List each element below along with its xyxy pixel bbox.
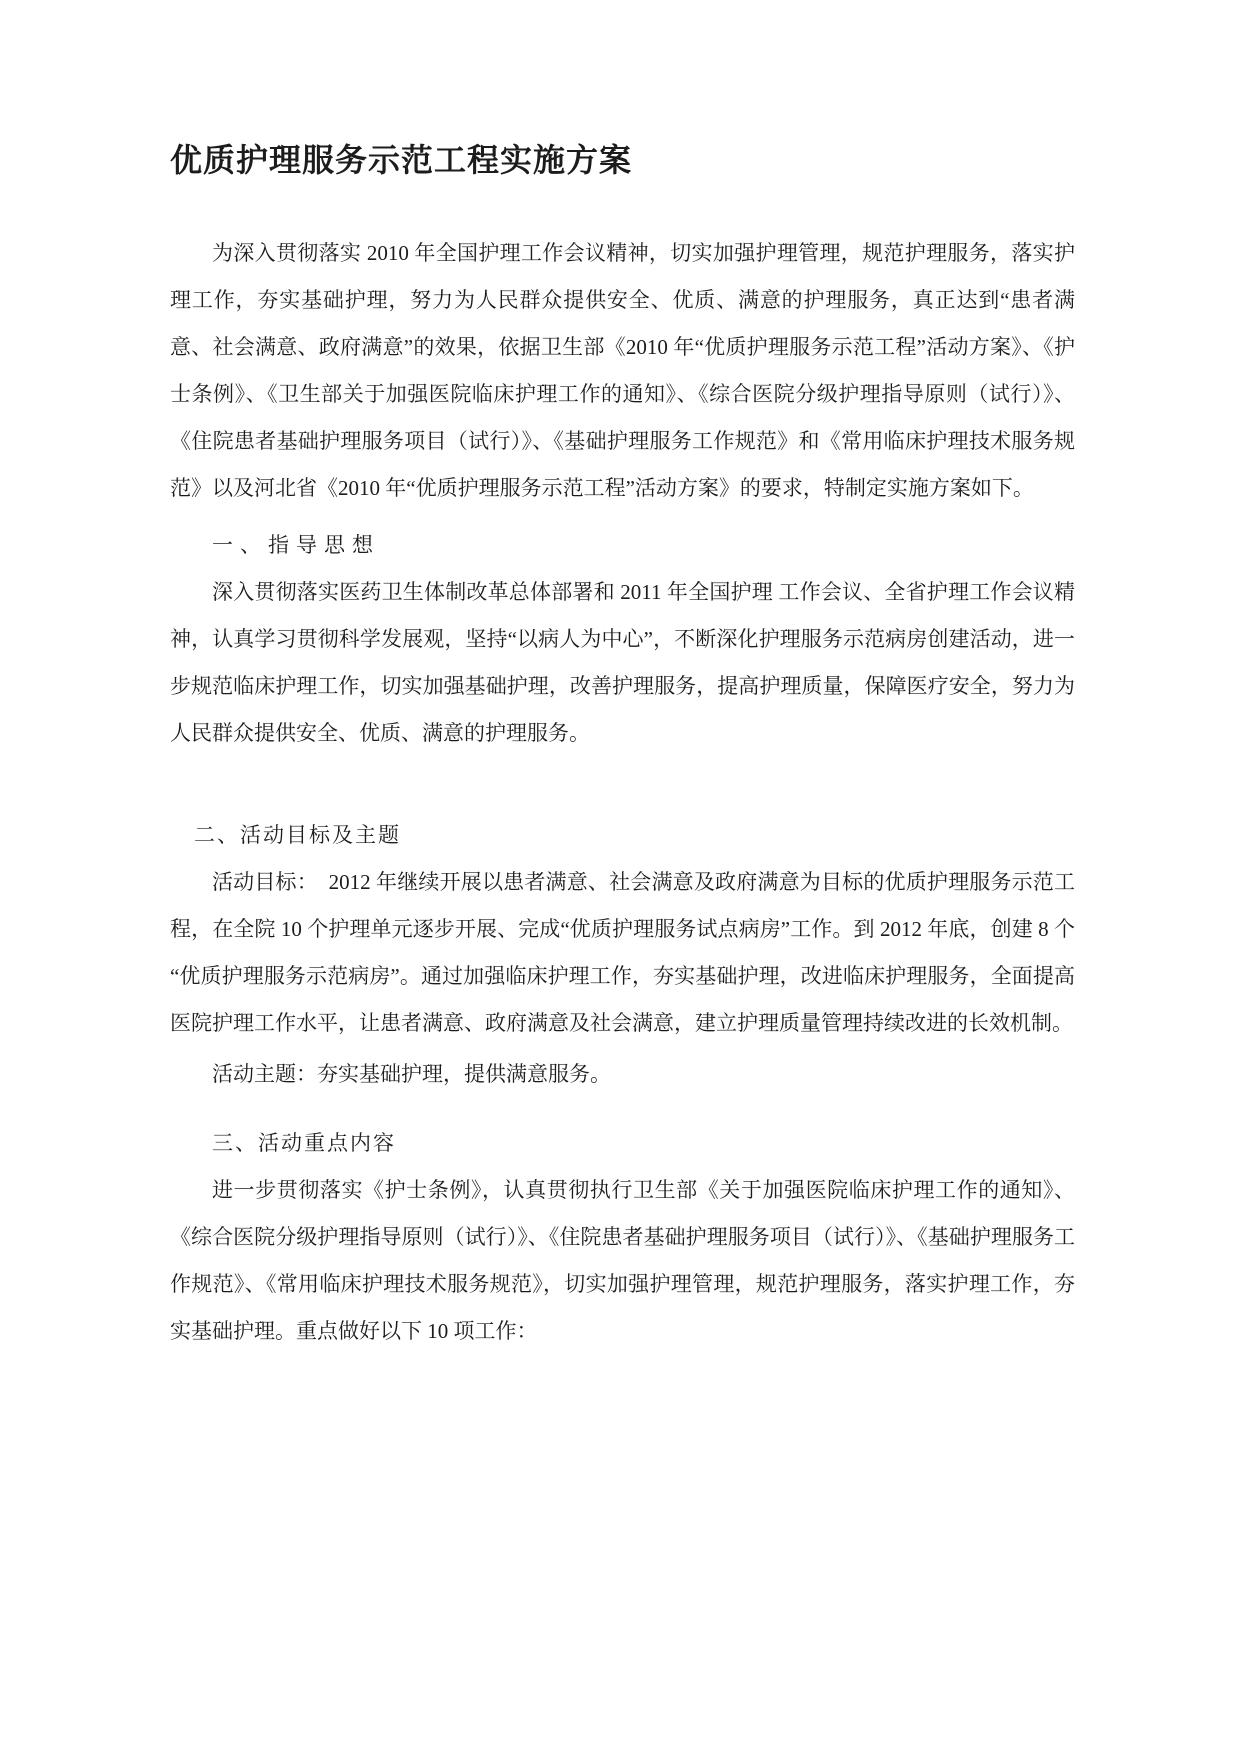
section-3-heading: 三、活动重点内容: [212, 1131, 396, 1155]
section-2-goal-paragraph: 活动目标： 2012 年继续开展以患者满意、社会满意及政府满意为目标的优质护理服务示范工程，在全院 10 个护理单元逐步开展、完成“优质护理服务试点病房”工作。到 2012 年底，创建 8 个“优质护理服务示范病房”。通过加强临床护理工作，夯实基础护理，改进临床护理服务，全面提高医院护理工作水平，让患者满意、政府满意及社会满意，建立护理质量管理持续改进的长效机制。: [170, 870, 1075, 1035]
section-2-theme-paragraph: 活动主题：夯实基础护理，提供满意服务。: [212, 1062, 611, 1086]
intro-paragraph: 为深入贯彻落实 2010 年全国护理工作会议精神，切实加强护理管理，规范护理服务，落实护理工作，夯实基础护理，努力为人民群众提供安全、优质、满意的护理服务，真正达到“患者满意、社会满意、政府满意”的效果，依据卫生部《2010 年“优质护理服务示范工程”活动方案》、《护士条例》、《卫生部关于加强医院临床护理工作的通知》、《综合医院分级护理指导原则（试行）》、《住院患者基础护理服务项目（试行）》、《基础护理服务工作规范》和《常用临床护理技术服务规范》以及河北省《2010 年“优质护理服务示范工程”活动方案》的要求，特制定实施方案如下。: [170, 241, 1075, 500]
section-3-paragraph: 进一步贯彻落实《护士条例》，认真贯彻执行卫生部《关于加强医院临床护理工作的通知》、《综合医院分级护理指导原则（试行）》、《住院患者基础护理服务项目（试行）》、《基础护理服务工作规范》、《常用临床护理技术服务规范》，切实加强护理管理，规范护理服务，落实护理工作，夯实基础护理。重点做好以下 10 项工作：: [170, 1178, 1075, 1343]
section-1-paragraph: 深入贯彻落实医药卫生体制改革总体部署和 2011 年全国护理 工作会议、全省护理工作会议精神，认真学习贯彻科学发展观，坚持“以病人为中心”，不断深化护理服务示范病房创建活动，进一步规范临床护理工作，切实加强基础护理，改善护理服务，提高护理质量，保障医疗安全，努力为人民群众提供安全、优质、满意的护理服务。: [170, 580, 1075, 745]
document-title: 优质护理服务示范工程实施方案: [170, 142, 633, 178]
section-1-heading: 一、指导思想: [212, 533, 380, 557]
section-2-heading: 二、活动目标及主题: [194, 823, 401, 847]
